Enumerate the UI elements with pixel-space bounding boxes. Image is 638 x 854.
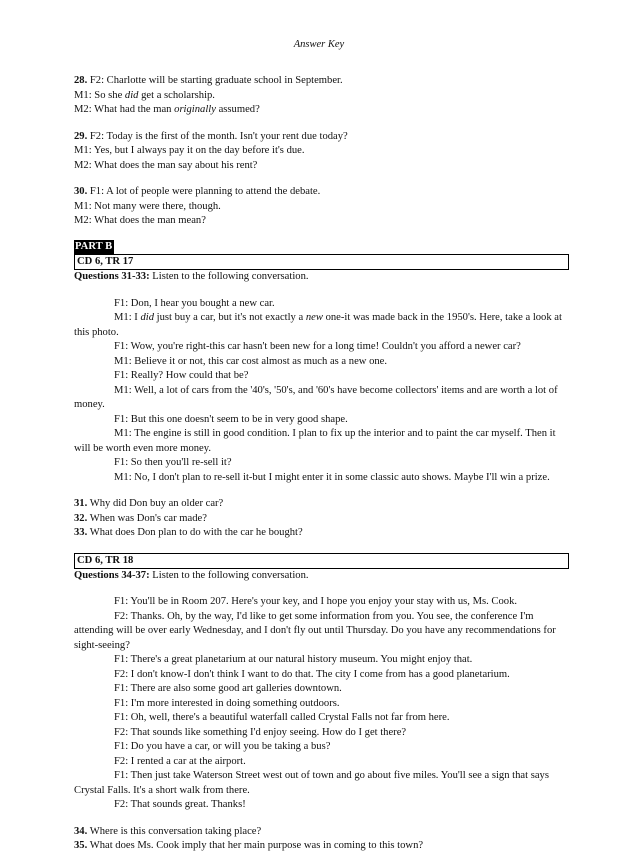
dialogue-line: M1: So she [74, 89, 125, 101]
dialogue-line: F2: Thanks. Oh, by the way, I'd like to get some information from you. You see, the conference I'm [114, 610, 534, 622]
dialogue-line: Crystal Falls. It's a short walk from there. [74, 784, 250, 796]
question-number: 32. [74, 512, 88, 524]
question-number: 34. [74, 825, 88, 837]
dialogue-line: F1: You'll be in Room 207. Here's your key, and I hope you enjoy your stay with us, Ms. Cook. [114, 596, 518, 607]
dialogue-line: M1: Well, a lot of cars from the '40's, '50's, and '60's have become collectors' items and are worth a lot of [114, 384, 558, 396]
part-b-heading: PART B [75, 240, 113, 252]
dialogue-line: F2: That sounds like something I'd enjoy seeing. How do I get there? [114, 726, 407, 738]
dialogue-line: M1: Not many were there, though. [74, 200, 221, 212]
document-body [74, 74, 570, 854]
dialogue-line: M1: The engine is still in good condition. I plan to fix up the interior and to paint the car myself. Then it [114, 428, 556, 439]
dialogue-line: F1: There's a great planetarium at our natural history museum. You might enjoy that. [114, 654, 473, 665]
dialogue-line: M1: I [114, 312, 141, 323]
question-range: Questions 34-37: [74, 569, 150, 581]
emphasis: new [305, 312, 323, 323]
dialogue-line: F1: There are also some good art galleries downtown. [114, 683, 342, 694]
instruction-text: Listen to the following conversation. [149, 271, 309, 282]
dialogue-line: one-it was made back in the 1950's. Here, take a look at [322, 312, 562, 323]
questions-31-33 [74, 497, 570, 541]
emphasis: did [140, 312, 155, 323]
dialogue-line: F2: I rented a car at the airport. [114, 755, 246, 767]
question-28-block [74, 74, 570, 118]
question-range: Questions 31-33: [74, 271, 150, 282]
dialogue-line: F2: That sounds great. Thanks! [114, 799, 246, 810]
question-number: 28. [74, 75, 88, 86]
question-text: When was Don's car made? [87, 512, 207, 524]
question-text: What does Don plan to do with the car he bought? [87, 527, 303, 538]
dialogue-line: assumed? [215, 104, 260, 115]
dialogue-line: F1: But this one doesn't seem to be in very good shape. [114, 413, 348, 425]
instruction-text: Listen to the following conversation. [149, 569, 309, 581]
dialogue-line: M1: Believe it or not, this car cost almost as much as a new one. [114, 355, 388, 367]
question-text: Why did Don buy an older car? [87, 498, 224, 509]
question-text: What does Ms. Cook imply that her main purpose was in coming to this town? [87, 840, 424, 851]
conversation-1 [74, 297, 570, 486]
question-number: 29. [74, 130, 88, 142]
dialogue-line: get a scholarship. [138, 89, 215, 101]
dialogue-line: this photo. [74, 326, 119, 338]
cd-track-box: CD 6, TR 18 [74, 553, 569, 569]
dialogue-line: just buy a car, but it's not exactly a [154, 312, 306, 323]
dialogue-line: M1: No, I don't plan to re-sell it-but I might enter it in some classic auto shows. Maybe I'll win a prize. [114, 471, 550, 483]
question-text: Where is this conversation taking place? [87, 825, 262, 837]
dialogue-line: F2: Today is the first of the month. Isn't your rent due today? [89, 130, 348, 142]
dialogue-line: M2: What does the man say about his rent? [74, 159, 258, 171]
question-number: 35. [74, 840, 88, 851]
dialogue-line: sight-seeing? [74, 639, 130, 651]
dialogue-line: F1: Really? How could that be? [114, 370, 249, 381]
dialogue-line: F1: A lot of people were planning to attend the debate. [89, 186, 321, 197]
dialogue-line: attending will be over early Wednesday, and I don't fly out until Thursday. Do you have any recommendations for [74, 625, 556, 636]
dialogue-line: F1: So then you'll re-sell it? [114, 457, 232, 468]
questions-34-35 [74, 825, 570, 854]
dialogue-line: F1: Oh, well, there's a beautiful waterfall called Crystal Falls not far from here. [114, 712, 450, 723]
dialogue-line: F2: Charlotte will be starting graduate school in September. [89, 75, 343, 86]
dialogue-line: money. [74, 399, 105, 410]
dialogue-line: F1: Don, I hear you bought a new car. [114, 297, 275, 309]
question-number: 33. [74, 527, 88, 538]
emphasis: originally [174, 104, 216, 115]
cd-track-box: CD 6, TR 17 [74, 254, 569, 270]
page-header: Answer Key [293, 39, 345, 50]
dialogue-line: F1: Then just take Waterson Street west out of town and go about five miles. You'll see a sign that says [114, 770, 549, 781]
dialogue-line: F2: I don't know-I don't think I want to do that. The city I come from has a good planetarium. [114, 668, 510, 680]
dialogue-line: will be worth even more money. [74, 442, 211, 454]
dialogue-line: M2: What had the man [74, 104, 175, 115]
dialogue-line: F1: Do you have a car, or will you be taking a bus? [114, 741, 331, 752]
questions-heading [74, 270, 570, 285]
questions-heading [74, 569, 570, 584]
dialogue-line: M2: What does the man mean? [74, 215, 206, 226]
question-number: 30. [74, 186, 88, 197]
question-number: 31. [74, 498, 88, 509]
dialogue-line: F1: Wow, you're right-this car hasn't been new for a long time! Couldn't you afford a newer car? [114, 341, 521, 352]
emphasis: did [124, 89, 139, 101]
dialogue-line: M1: Yes, but I always pay it on the day before it's due. [74, 145, 305, 156]
dialogue-line: F1: I'm more interested in doing something outdoors. [114, 697, 340, 709]
question-30-block [74, 185, 570, 229]
question-29-block [74, 130, 570, 174]
conversation-2 [74, 595, 570, 813]
